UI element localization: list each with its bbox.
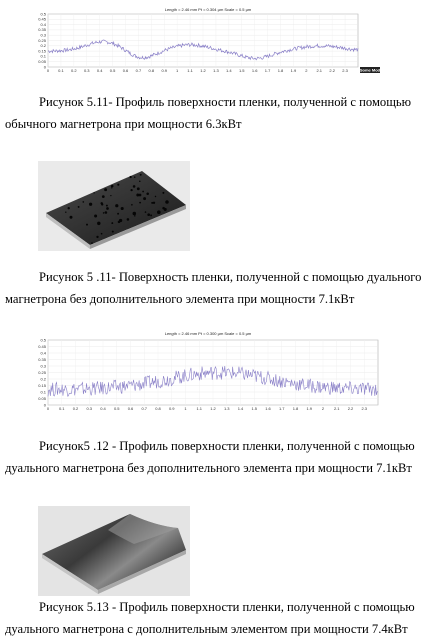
surface-pit xyxy=(139,181,141,183)
caption-4-line-1: Рисунок 5.13 - Профиль поверхности пленки, полученной с помощью xyxy=(39,600,415,614)
surface-pit xyxy=(97,222,100,225)
surface-pit xyxy=(102,195,105,198)
surface-pit xyxy=(111,185,114,188)
surface-pit xyxy=(115,204,118,207)
surface-pit xyxy=(142,191,144,193)
surface-pit xyxy=(134,215,135,216)
plot-2-x-tick: 1.4 xyxy=(237,406,244,411)
plot-2-y-tick: 0.15 xyxy=(38,382,46,388)
plot-2-y-tick: 0.05 xyxy=(38,395,46,401)
surface-pit xyxy=(153,202,155,204)
surface-pit xyxy=(86,224,88,226)
surface-pit xyxy=(117,184,119,186)
caption-1-line-1: Рисунок 5.11- Профиль поверхности пленки, полученной с помощью xyxy=(39,95,412,109)
plot-1-y-tick: 0.45 xyxy=(38,16,46,22)
plot-2-x-tick: 0.8 xyxy=(155,406,161,411)
plot-1-x-tick: 1.8 xyxy=(277,68,284,73)
plot-1-y-tick: 0.05 xyxy=(38,59,46,64)
surface-pit xyxy=(106,207,109,210)
plot-1-x-tick: 2 xyxy=(305,68,308,73)
surface-pit xyxy=(93,192,94,193)
surface-pit xyxy=(121,207,124,210)
plot-2-x-tick: 0 xyxy=(46,406,50,411)
plot-2-x-tick: 1.3 xyxy=(223,406,230,411)
plot-2-x-tick: 0.1 xyxy=(58,406,65,411)
surface-pit xyxy=(101,233,103,235)
surface-pit xyxy=(143,197,146,200)
surface-pit xyxy=(129,176,131,178)
surface-pit xyxy=(91,242,93,244)
surface-pit xyxy=(134,176,136,178)
plot-1-x-tick: 1.7 xyxy=(264,68,271,73)
surface-pit xyxy=(117,213,119,215)
plot-1-y-tick: 0.25 xyxy=(38,37,46,43)
plot-2-x-tick: 1.9 xyxy=(306,406,313,411)
surface-pit xyxy=(146,192,149,195)
surface-pit xyxy=(112,231,114,233)
surface-profile-plot-1 xyxy=(36,6,381,74)
plot-2-x-tick: 1.8 xyxy=(292,406,299,411)
surface-pit xyxy=(164,208,167,211)
surface-pit xyxy=(65,212,66,213)
plot-2-y-tick: 0.2 xyxy=(40,376,46,382)
surface-pit xyxy=(150,214,152,216)
plot-2-y-tick: 0.25 xyxy=(38,369,46,375)
caption-figure-5-12 xyxy=(0,435,446,479)
surface-pit xyxy=(157,210,161,214)
plot-2-x-tick: 0.9 xyxy=(168,406,175,411)
plot-2-y-tick: 0.35 xyxy=(38,356,46,362)
plot-1-unit-tag: Some Mod xyxy=(359,67,381,73)
surface-pit xyxy=(70,216,73,219)
surface-pit xyxy=(133,185,136,188)
surface-pit xyxy=(127,218,130,221)
plot-1-x-tick: 2.2 xyxy=(329,68,335,73)
plot-1-x-tick: 0.3 xyxy=(83,68,90,73)
plot-1-x-tick: 1.2 xyxy=(200,68,206,73)
plot-1-x-tick: 2.1 xyxy=(316,68,323,73)
surface-profile-plot-2 xyxy=(36,330,381,411)
plot-1-x-tick: 2.3 xyxy=(342,68,348,73)
plot-2-x-tick: 0.3 xyxy=(86,406,93,411)
plot-2-y-tick: 0.3 xyxy=(40,363,46,369)
plot-1-x-tick: 0.9 xyxy=(161,68,168,73)
plot-2-x-tick: 0.2 xyxy=(72,406,79,411)
surface-pit xyxy=(103,212,105,214)
plot-2-y-tick: 0 xyxy=(43,402,46,408)
caption-2-line-2: магнетрона без дополнительного элемента при мощности 7.1кВт xyxy=(5,292,355,306)
surface-pit xyxy=(111,222,113,224)
plot-2-x-tick: 2 xyxy=(321,406,325,411)
surface-pit xyxy=(110,195,111,196)
plot-1-x-tick: 0.6 xyxy=(122,68,129,73)
surface-pit xyxy=(82,201,84,203)
plot-2-x-tick: 2.3 xyxy=(361,406,368,411)
plot-1-y-tick: 0.15 xyxy=(38,48,46,54)
surface-pit xyxy=(131,204,133,206)
plot-2-x-tick: 0.4 xyxy=(100,406,106,411)
plot-2-x-tick: 0.7 xyxy=(141,406,148,411)
profile-plot-1-svg xyxy=(36,6,381,74)
plot-2-x-tick: 2.2 xyxy=(347,406,354,411)
surface-pit xyxy=(118,221,121,224)
surface-pit xyxy=(133,212,137,216)
plot-1-x-tick: 1.5 xyxy=(238,68,245,73)
surface-pit xyxy=(94,214,97,217)
plot-1-x-tick: 1.1 xyxy=(187,68,193,73)
plot-2-y-tick: 0.1 xyxy=(40,389,46,395)
plot-2-x-tick: 0.6 xyxy=(127,406,134,411)
plot-2-y-tick: 0.5 xyxy=(40,337,46,343)
plot-1-y-tick: 0.1 xyxy=(40,53,46,59)
plot-1-x-tick: 1.6 xyxy=(251,68,258,73)
surface-pit xyxy=(130,189,132,191)
plot-2-x-tick: 1.1 xyxy=(196,406,203,411)
plot-1-y-tick: 0.35 xyxy=(38,27,46,33)
plot-1-x-tick: 1.9 xyxy=(290,68,297,73)
surface-3d-image-2-svg xyxy=(38,506,190,596)
caption-figure-5-11-surface xyxy=(0,266,446,310)
caption-figure-5-13 xyxy=(0,596,446,640)
surface-3d-image-1-svg xyxy=(38,161,190,251)
plot-1-y-tick: 0.4 xyxy=(40,21,46,27)
plot-1-x-tick: 0.4 xyxy=(96,68,103,73)
surface-pit xyxy=(165,200,169,204)
surface-pit xyxy=(147,213,150,216)
plot-1-y-tick: 0.3 xyxy=(40,32,46,38)
plot-2-x-tick: 1.6 xyxy=(265,406,271,411)
plot-2-y-tick: 0.45 xyxy=(38,343,46,349)
plot-1-y-tick: 0 xyxy=(43,64,46,70)
surface-pit xyxy=(68,207,70,209)
caption-4-line-2: дуального магнетрона с дополнительным элементом при мощности 7.4кВт xyxy=(5,622,408,636)
plot-2-x-tick: 0.5 xyxy=(113,406,120,411)
surface-pit xyxy=(105,211,108,214)
plot-2-x-tick: 1.2 xyxy=(210,406,216,411)
plot-1-y-tick: 0.2 xyxy=(40,43,46,49)
surface-pit xyxy=(96,236,98,238)
plot-1-x-tick: 0.8 xyxy=(148,68,155,73)
surface-pit xyxy=(104,188,107,191)
plot-1-header: Length = 2.46 mm Pt = 0.304 µm Scale = 0.5 µm xyxy=(164,7,252,12)
plot-1-x-tick: 0 xyxy=(46,68,50,73)
plot-1-x-tick: 1.3 xyxy=(213,68,219,73)
caption-3-line-2: дуального магнетрона без дополнительного элемента при мощности 7.1кВт xyxy=(5,461,412,475)
caption-figure-5-11 xyxy=(0,91,446,135)
plot-2-x-tick: 2.1 xyxy=(333,406,340,411)
surface-pit xyxy=(100,202,102,204)
caption-2-line-1: Рисунок 5 .11- Поверхность пленки, полученной с помощью дуального xyxy=(39,270,422,284)
plot-2-x-tick: 1.5 xyxy=(251,406,258,411)
plot-1-y-tick: 0.5 xyxy=(40,11,46,17)
surface-pit xyxy=(145,211,147,213)
surface-pit xyxy=(137,187,140,190)
surface-pit xyxy=(78,206,80,208)
caption-1-line-2: обычного магнетрона при мощности 6.3кВт xyxy=(5,117,242,131)
plot-2-x-tick: 1.7 xyxy=(278,406,285,411)
plot-1-x-tick: 0.5 xyxy=(109,68,116,73)
surface-pit xyxy=(89,203,92,206)
profile-plot-2-svg xyxy=(36,330,381,414)
plot-2-header: Length = 2.46 mm Pt = 0.300 µm Scale = 0.5 µm xyxy=(164,331,252,336)
surface-pit xyxy=(139,202,141,204)
surface-pit xyxy=(139,194,142,197)
plot-1-x-tick: 0.2 xyxy=(71,68,77,73)
surface-3d-image-2 xyxy=(38,506,190,596)
surface-pit xyxy=(140,174,142,176)
plot-1-x-tick: 0.1 xyxy=(58,68,64,73)
plot-1-x-tick: 0.7 xyxy=(135,68,142,73)
surface-pit xyxy=(162,192,164,194)
plot-1-x-tick: 1.4 xyxy=(226,68,232,73)
surface-pit xyxy=(111,187,112,188)
surface-pit xyxy=(106,205,108,207)
surface-pit xyxy=(155,196,156,197)
plot-2-y-tick: 0.4 xyxy=(40,350,46,356)
plot-2-x-tick: 1 xyxy=(184,406,187,411)
caption-3-line-1: Рисунок5 .12 - Профиль поверхности пленки, полученной с помощью xyxy=(39,439,415,453)
plot-1-x-tick: 1 xyxy=(176,68,179,73)
surface-3d-image-1 xyxy=(38,161,190,251)
